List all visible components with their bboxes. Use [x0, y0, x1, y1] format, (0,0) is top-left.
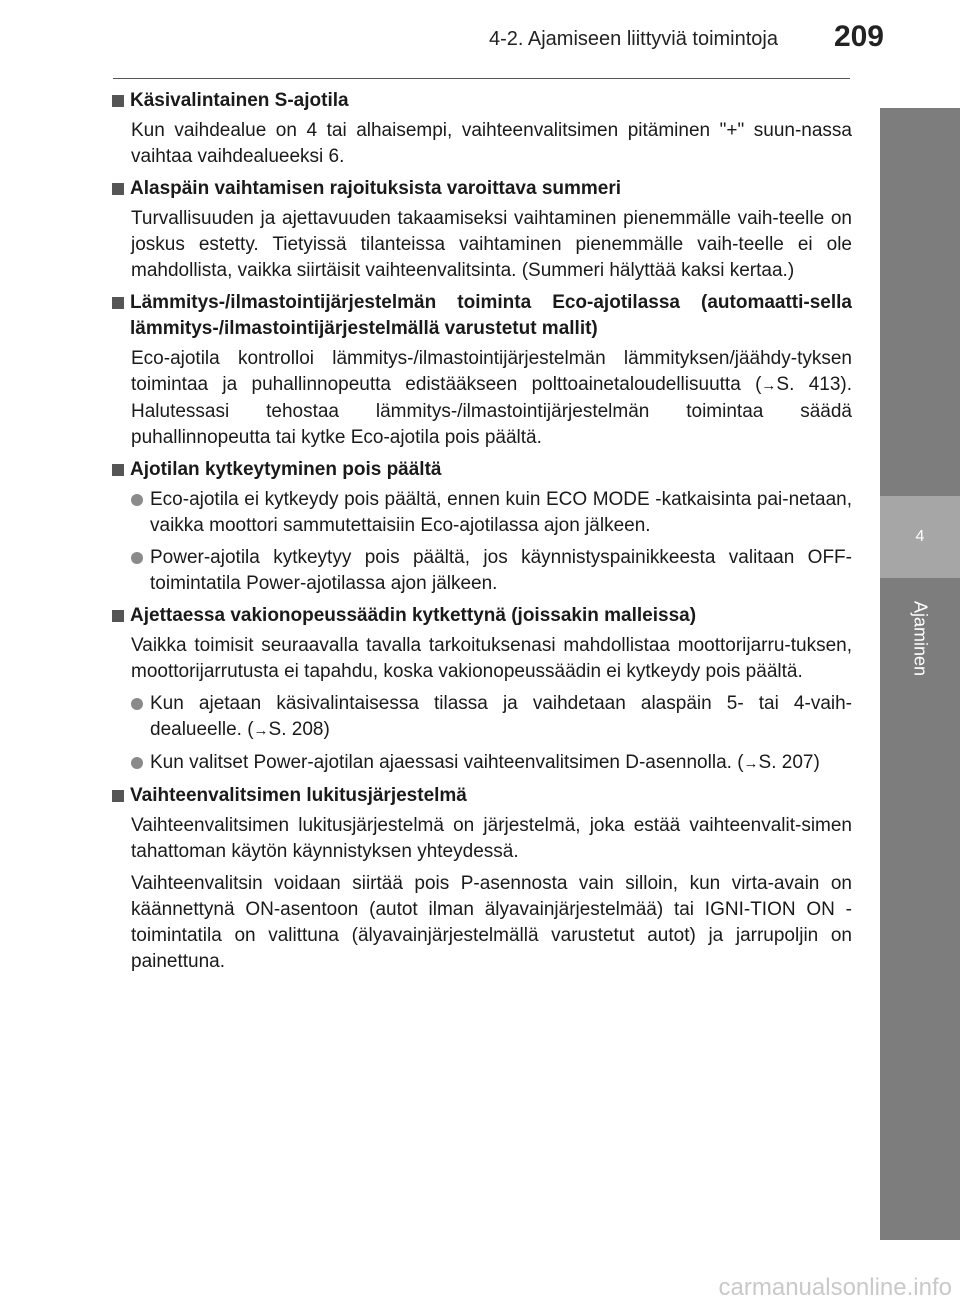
paragraph: Vaihteenvalitsin voidaan siirtää pois P-asennosta vain silloin, kun virta-avain on käännettynä ON-asentoon (autot ilman älyavainjärjestelmää) tai IGNI-TION ON -toimintatila on valittuna (älyavainjärjestelmällä varustetut autot) ja jarrupoljin on painettuna.: [131, 873, 852, 972]
page-reference[interactable]: S. 208: [268, 719, 324, 740]
section-shift-lock: [112, 783, 852, 975]
list-item: Eco-ajotila ei kytkeydy pois päältä, ennen kuin ECO MODE -katkaisinta pai-netaan, vaikka moottori sammutettaisiin Eco-ajotilassa ajon jälkeen.: [131, 487, 852, 539]
paragraph: Vaihteenvalitsimen lukitusjärjestelmä on järjestelmä, joka estää vaihteenvalit-simen tahattoman käytön käynnistyksen yhteydessä.: [131, 815, 852, 862]
list-item: Kun ajetaan käsivalintaisessa tilassa ja vaihdetaan alaspäin 5- tai 4-vaih-dealueelle. (→S. 208): [131, 691, 852, 744]
arrow-right-icon: →: [253, 722, 269, 739]
paragraph: Eco-ajotila kontrolloi lämmitys-/ilmastointijärjestelmän lämmityksen/jäähdy-tyksen toimintaa ja puhallinnopeutta edistääkseen polttoainetaloudellisuutta (→S. 413). Halutessasi tehostaa lämmitys-/ilmastointijärjestelmän toimintaa säädä puhallinnopeutta tai kytke Eco-ajotila pois päältä.: [131, 348, 853, 448]
section-heading: Ajotilan kytkeytyminen pois päältä: [112, 457, 852, 483]
list-item: Kun valitset Power-ajotilan ajaessasi vaihteenvalitsimen D-asennolla. (→S. 207): [131, 750, 852, 777]
watermark: carmanualsonline.info: [718, 1274, 952, 1301]
paragraph: Vaikka toimisit seuraavalla tavalla tarkoituksenasi mahdollistaa moottorijarru-tuksen, moottorijarrutusta ei tapahdu, koska vakionopeussäädin ei kytkeydy pois päältä.: [131, 635, 852, 682]
section-heading: Lämmitys-/ilmastointijärjestelmän toiminta Eco-ajotilassa (automaatti-sella lämmitys-/ilmastointijärjestelmällä varustetut mallit): [112, 290, 852, 342]
section-manual-s-mode: [112, 88, 852, 170]
square-bullet-icon: [112, 464, 124, 476]
section-drive-mode-off: [112, 457, 852, 597]
round-bullet-icon: [131, 494, 143, 506]
round-bullet-icon: [131, 757, 143, 769]
chapter-number-tab: [880, 496, 960, 578]
square-bullet-icon: [112, 183, 124, 195]
section-title: 4-2. Ajamiseen liittyviä toimintoja: [488, 28, 778, 50]
arrow-right-icon: →: [761, 377, 777, 394]
paragraph: Turvallisuuden ja ajettavuuden takaamiseksi vaihtaminen pienemmälle vaih-teelle on joskus estetty. Tietyissä tilanteissa vaihtaminen pienemmälle vaih-teelle ei ole mahdollista, vaikka siirtäisit vaihteenvalitsinta. (Summeri hälyttää kaksi kertaa.): [131, 208, 852, 281]
section-heading: Alaspäin vaihtamisen rajoituksista varoittava summeri: [112, 176, 852, 202]
section-cruise-control: [112, 603, 852, 777]
square-bullet-icon: [112, 790, 124, 802]
list-item: Power-ajotila kytkeytyy pois päältä, jos käynnistyspainikkeesta valitaan OFF-toimintatila Power-ajotilassa ajon jälkeen.: [131, 545, 852, 597]
arrow-right-icon: →: [743, 755, 759, 772]
section-heading: Käsivalintainen S-ajotila: [112, 88, 852, 114]
paragraph: Kun vaihdealue on 4 tai alhaisempi, vaihteenvalitsimen pitäminen "+" suun-nassa vaihtaa vaihdealueeksi 6.: [131, 120, 852, 167]
section-heading: Ajettaessa vakionopeussäädin kytkettynä (joissakin malleissa): [112, 603, 852, 629]
square-bullet-icon: [112, 610, 124, 622]
square-bullet-icon: [112, 297, 124, 309]
page-reference[interactable]: S. 207: [758, 752, 814, 773]
chapter-number: 4: [915, 528, 925, 545]
section-heading: Vaihteenvalitsimen lukitusjärjestelmä: [112, 783, 852, 809]
page-reference[interactable]: S. 413: [776, 374, 841, 395]
round-bullet-icon: [131, 552, 143, 564]
chapter-title: Ajaminen: [910, 600, 931, 677]
page-header: [0, 0, 960, 80]
page-content: [112, 88, 852, 981]
square-bullet-icon: [112, 95, 124, 107]
page-number: 209: [833, 20, 884, 53]
section-climate-eco-mode: [112, 290, 852, 451]
round-bullet-icon: [131, 698, 143, 710]
section-downshift-buzzer: [112, 176, 852, 284]
header-rule: [113, 78, 850, 79]
